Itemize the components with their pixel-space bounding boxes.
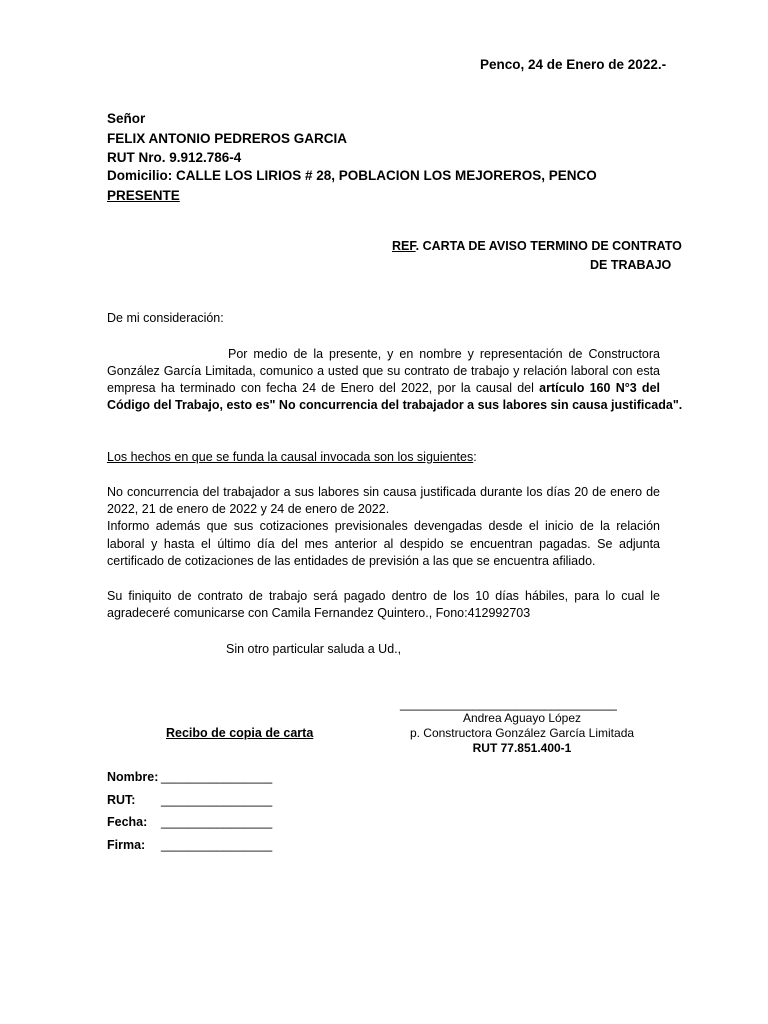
paragraph-3-line-1: Informo además que sus cotizaciones previsionales devengadas desde el inicio de la relación	[107, 519, 660, 533]
facts-heading-text: Los hechos en que se funda la causal invocada son los siguientes	[107, 450, 474, 464]
receipt-field-name-blank: ________________	[161, 770, 273, 784]
paragraph-2-line-1: No concurrencia del trabajador a sus labores sin causa justificada durante los días 20 de enero de	[107, 485, 660, 499]
receipt-field-name-label: Nombre:	[107, 770, 159, 784]
receipt-field-date-blank: ________________	[161, 815, 273, 829]
reference-label: REF	[392, 239, 416, 253]
recipient-address: Domicilio: CALLE LOS LIRIOS # 28, POBLACION LOS MEJOREROS, PENCO	[107, 168, 597, 183]
paragraph-4-line-2: agradeceré comunicarse con Camila Fernandez Quintero., Fono:412992703	[107, 606, 531, 620]
recipient-rut: RUT Nro. 9.912.786-4	[107, 150, 242, 165]
reference-line-1	[392, 237, 682, 255]
signature-line: ______________________________	[400, 696, 617, 711]
paragraph-1-line-3-bold: artículo 160 N°3 del	[533, 381, 660, 395]
paragraph-3-line-3: certificado de cotizaciones de las entidades de previsión a las que se encuentra afiliado.	[107, 554, 596, 568]
facts-heading	[107, 448, 477, 466]
closing-line: Sin otro particular saluda a Ud.,	[226, 642, 402, 656]
reference-text-1: . CARTA DE AVISO TERMINO DE CONTRATO	[415, 239, 682, 253]
paragraph-4-line-1: Su finiquito de contrato de trabajo será pagado dentro de los 10 días hábiles, para lo cual le	[107, 589, 660, 603]
receipt-field-rut-label: RUT:	[107, 793, 136, 807]
signatory-name: Andrea Aguayo López	[462, 711, 582, 725]
paragraph-1-line-2: González García Limitada, comunico a usted que su contrato de trabajo y relación laboral con esta	[107, 364, 660, 378]
greeting: De mi consideración:	[107, 311, 224, 325]
receipt-field-signature-label: Firma:	[107, 838, 146, 852]
paragraph-2-line-2: 2022, 21 de enero de 2022 y 24 de enero de 2022.	[107, 502, 390, 516]
paragraph-1-line-4: Código del Trabajo, esto es" No concurrencia del trabajador a sus labores sin causa justificada".	[107, 398, 683, 412]
receipt-field-rut-blank: ________________	[161, 793, 273, 807]
signatory-rut: RUT 77.851.400-1	[472, 741, 572, 755]
date-line: Penco, 24 de Enero de 2022.-	[480, 57, 667, 72]
recipient-presente: PRESENTE	[107, 188, 180, 203]
facts-heading-colon: :	[473, 450, 477, 464]
reference-line-2: DE TRABAJO	[590, 258, 672, 272]
paragraph-1-line-3-plain: empresa ha terminado con fecha 24 de Enero del 2022, por la causal del	[107, 381, 534, 395]
paragraph-3-line-2: laboral y hasta el último día del mes anterior al despido se encuentran pagadas. Se adjunta	[107, 537, 660, 551]
receipt-field-signature-blank: ________________	[161, 838, 273, 852]
receipt-title: Recibo de copia de carta	[166, 726, 314, 740]
paragraph-1-line-3	[107, 379, 660, 397]
signatory-company: p. Constructora González García Limitada	[409, 726, 635, 740]
recipient-name: FELIX ANTONIO PEDREROS GARCIA	[107, 131, 348, 146]
paragraph-1-line-1: Por medio de la presente, y en nombre y representación de Constructora	[228, 347, 660, 361]
receipt-field-date-label: Fecha:	[107, 815, 148, 829]
recipient-salutation: Señor	[107, 111, 146, 126]
